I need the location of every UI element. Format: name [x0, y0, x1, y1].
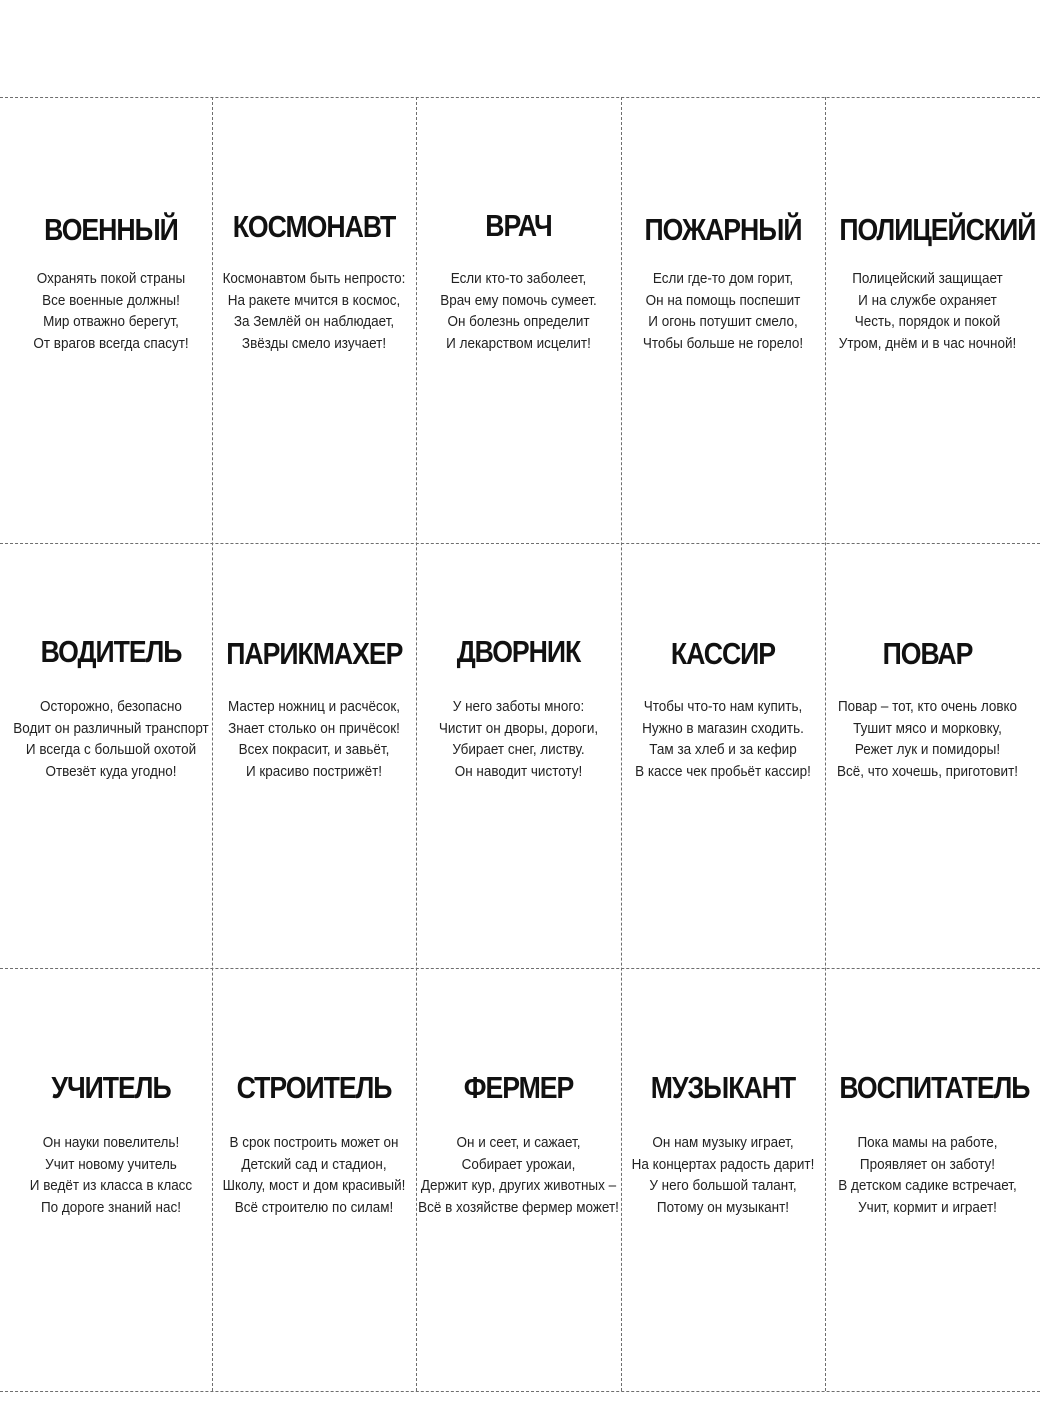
verse-line: Повар – тот, кто очень ловко [837, 699, 1018, 715]
verse-line: В детском садике встречает, [838, 1178, 1017, 1194]
verse-line: Школу, мост и дом красивый! [222, 1178, 406, 1194]
verse-line: Осторожно, безопасно [40, 699, 182, 715]
verse-line: Чтобы больше не горело! [642, 335, 804, 352]
verse-line: У него большой талант, [649, 1178, 797, 1194]
verse-line: Чистит он дворы, дороги, [438, 720, 599, 737]
card-verse [819, 1133, 1036, 1219]
verse-line: Врач ему помочь сумеет. [440, 292, 597, 309]
verse-line: Пока мамы на работе, [857, 1135, 998, 1151]
verse-line: Держит кур, других животных – [420, 1178, 617, 1194]
card-vrach [416, 97, 621, 543]
card-title: ПОЖАРНЫЙ [644, 212, 802, 247]
card-voditel [10, 543, 212, 968]
verse-line: Он наводит чистоту! [454, 763, 583, 780]
verse-line: От врагов всегда спасут! [33, 335, 189, 352]
card-verse [4, 697, 218, 783]
verse-line: Если где-то дом горит, [652, 271, 794, 287]
verse-line: Отвезёт куда угодно! [45, 763, 177, 780]
verse-line: Он болезнь определит [447, 314, 590, 330]
card-dvornik [416, 543, 621, 968]
card-voenny [10, 97, 212, 543]
card-povar [825, 543, 1030, 968]
verse-line: Мир отважно берегут, [43, 314, 179, 330]
verse-line: Тушит мясо и морковку, [853, 720, 1002, 737]
card-title: КАССИР [670, 636, 776, 671]
card-title: ВОДИТЕЛЬ [40, 634, 182, 669]
card-title: ФЕРМЕР [463, 1070, 574, 1105]
verse-line: И ведёт из класса в класс [29, 1178, 193, 1194]
card-kosmonavt [212, 97, 416, 543]
verse-line: Собирает урожаи, [461, 1156, 576, 1173]
card-title: ПОЛИЦЕЙСКИЙ [839, 212, 1036, 247]
card-title: КОСМОНАВТ [232, 209, 396, 244]
verse-line: Космонавтом быть непросто: [222, 271, 406, 287]
verse-line: И огонь потушит смело, [648, 314, 798, 330]
verse-line: И лекарством исцелит! [446, 335, 591, 352]
verse-line: Чтобы что-то нам купить, [643, 699, 803, 715]
card-title: ДВОРНИК [456, 634, 581, 669]
verse-line: И всегда с большой охотой [25, 742, 197, 758]
verse-line: Убирает снег, листву. [452, 742, 585, 758]
card-title: ВОЕННЫЙ [44, 212, 178, 247]
card-verse [206, 697, 422, 783]
card-verse [4, 269, 218, 355]
verse-line: Полицейский защищает [852, 271, 1003, 287]
card-politseysky [825, 97, 1036, 543]
card-title: УЧИТЕЛЬ [51, 1070, 171, 1105]
verse-line: Если кто-то заболеет, [450, 271, 587, 287]
card-verse [819, 697, 1036, 783]
card-verse [819, 269, 1036, 355]
verse-line: Всё строителю по силам! [234, 1199, 394, 1216]
verse-line: Там за хлеб и за кефир [649, 742, 797, 758]
verse-line: По дороге знаний нас! [40, 1199, 181, 1216]
verse-line: Всё в хозяйстве фермер может! [418, 1199, 619, 1216]
verse-line: Потому он музыкант! [656, 1199, 790, 1216]
card-verse [4, 1133, 218, 1219]
card-verse [410, 1133, 627, 1219]
verse-line: За Землёй он наблюдает, [233, 314, 395, 330]
verse-line: Он на помощь поспешит [645, 292, 801, 309]
verse-line: Звёзды смело изучает! [241, 335, 387, 352]
card-verse [206, 1133, 422, 1219]
card-pozharny [621, 97, 825, 543]
verse-line: Водит он различный транспорт [13, 720, 209, 737]
verse-line: Честь, порядок и покой [854, 314, 1001, 330]
card-kassir [621, 543, 825, 968]
card-title: ВОСПИТАТЕЛЬ [839, 1070, 1030, 1105]
verse-line: Все военные должны! [42, 292, 180, 309]
verse-line: И на службе охраняет [858, 292, 997, 309]
verse-line: Он и сеет, и сажает, [456, 1135, 581, 1151]
verse-line: Всё, что хочешь, приготовит! [836, 763, 1019, 780]
card-muzykant [621, 968, 825, 1391]
card-fermer [416, 968, 621, 1391]
card-uchitel [10, 968, 212, 1391]
verse-line: В срок построить может он [229, 1135, 399, 1151]
verse-line: Знает столько он причёсок! [228, 720, 400, 737]
verse-line: И красиво пострижёт! [245, 763, 383, 780]
card-title: СТРОИТЕЛЬ [236, 1070, 392, 1105]
verse-line: Нужно в магазин сходить. [642, 720, 804, 737]
verse-line: Мастер ножниц и расчёсок, [227, 699, 401, 715]
verse-line: Проявляет он заботу! [859, 1156, 996, 1173]
verse-line: В кассе чек пробьёт кассир! [635, 763, 811, 780]
verse-line: Всех покрасит, и завьёт, [238, 742, 390, 758]
card-verse [410, 697, 627, 783]
card-vospitatel [825, 968, 1030, 1391]
verse-line: У него заботы много: [452, 699, 585, 715]
verse-line: Режет лук и помидоры! [854, 742, 1001, 758]
card-verse [615, 697, 831, 783]
card-verse [615, 269, 831, 355]
verse-line: На концертах радость дарит! [631, 1156, 815, 1173]
card-verse [410, 269, 627, 355]
verse-line: На ракете мчится в космос, [227, 292, 401, 309]
card-stroitel [212, 968, 416, 1391]
card-title: ПОВАР [882, 636, 973, 671]
card-title: ВРАЧ [485, 208, 552, 243]
card-parikmakher [212, 543, 416, 968]
verse-line: Он науки повелитель! [42, 1135, 180, 1151]
card-verse [615, 1133, 831, 1219]
verse-line: Охранять покой страны [36, 271, 186, 287]
verse-line: Утром, днём и в час ночной! [838, 335, 1017, 352]
verse-line: Учит новому учитель [45, 1156, 177, 1173]
card-verse [206, 269, 422, 355]
verse-line: Детский сад и стадион, [241, 1156, 387, 1173]
card-title: ПАРИКМАХЕР [226, 636, 403, 671]
cut-line-horizontal [0, 1391, 1040, 1392]
verse-line: Учит, кормит и играет! [858, 1199, 997, 1216]
card-title: МУЗЫКАНТ [650, 1070, 796, 1105]
verse-line: Он нам музыку играет, [652, 1135, 794, 1151]
